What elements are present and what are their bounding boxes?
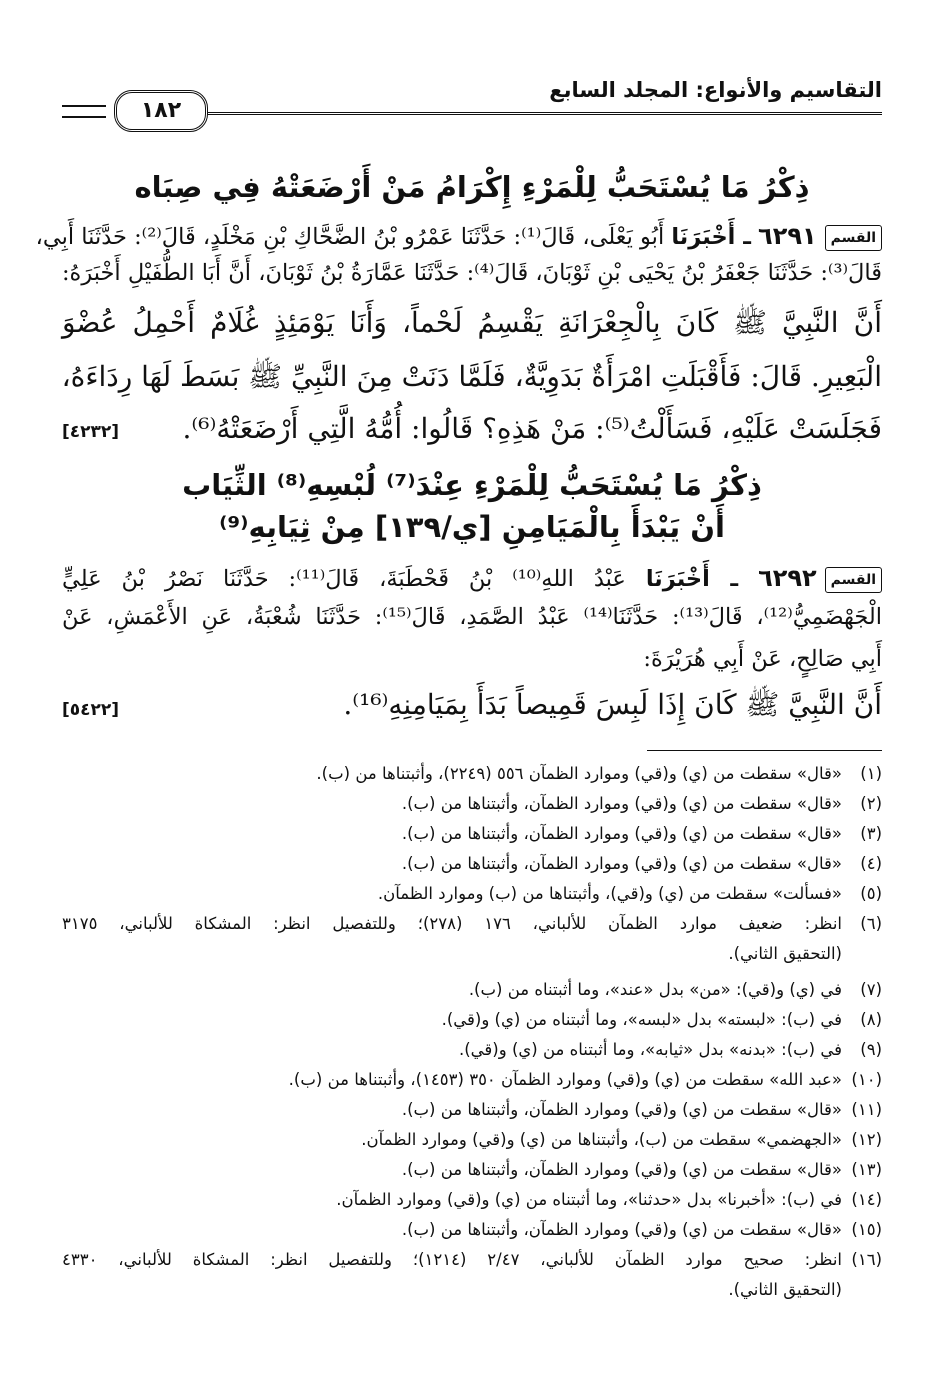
- footnote-13: [62, 1160, 882, 1179]
- footnote-text: «قال» سقطت من (ي) و(قي) وموارد الظمآن ٥٥٦ (٢٢٤٩)، وأثبتناها من (ب).: [316, 764, 842, 783]
- running-header: [62, 70, 882, 140]
- hadith-6292-matn: أَنَّ النَّبِيَّ ﷺ كَانَ إِذَا لَبِسَ قَمِيصاً بَدَأَ بِمَيَامِنِهِ⁽¹⁶⁾.: [343, 688, 882, 721]
- footnote-9: [62, 1040, 882, 1059]
- header-ornament-lines: [62, 105, 106, 118]
- footnote-text: في (ب): «لبسته» بدل «لبسه»، وما أثبتناه من (ي) و(قي).: [441, 1010, 842, 1029]
- footnote-number: (١٦): [851, 1250, 882, 1269]
- running-title: التقاسيم والأنواع: المجلد السابع: [549, 78, 882, 102]
- footnote-16-continuation: (التحقيق الثاني).: [728, 1280, 842, 1299]
- footnote-separator: [647, 750, 882, 751]
- hadith-badge: القسم: [825, 567, 882, 593]
- header-rule: [207, 112, 882, 115]
- footnote-2: [62, 794, 882, 813]
- footnote-number: (٦): [860, 914, 882, 933]
- footnote-number: (٣): [860, 824, 882, 843]
- footnote-text: انظر: صحيح موارد الظمآن للألباني، ٢/٤٧ (١٢١٤)؛ وللتفصيل انظر: المشكاة للألباني، ٤٣٣٠: [62, 1250, 842, 1269]
- chapter-heading-1: ذِكْرُ مَا يُسْتَحَبُّ لِلْمَرْءِ إِكْرَامُ مَنْ أَرْضَعَتْهُ فِي صِبَاه: [134, 170, 810, 204]
- footnote-5: [62, 884, 882, 903]
- footnote-7: [62, 980, 882, 999]
- footnote-15: [62, 1220, 882, 1239]
- cross-reference-6291: [٤٢٣٢]: [62, 422, 120, 442]
- footnote-1: [62, 764, 882, 783]
- footnote-number: (١١): [851, 1100, 882, 1119]
- footnote-number: (١٤): [851, 1190, 882, 1209]
- footnote-text: في (ب): «بدنه» بدل «ثيابه»، وما أثبتناه من (ي) و(قي).: [458, 1040, 842, 1059]
- hadith-6291-isnad-line-2: قَالَ⁽³⁾: حَدَّثَنَا جَعْفَرُ بْنُ يَحْيَى بْنِ ثَوْبَانَ، قَالَ⁽⁴⁾: حَدَّثَنَا عَمَّارَةُ بْنُ ثَوْبَانَ، أَنَّ أَبَا الطُّفَيْلِ أَخْبَرَهُ:: [61, 260, 882, 286]
- footnote-text: انظر: ضعيف موارد الظمآن للألباني، ١٧٦ (٢٧٨)؛ وللتفصيل انظر: المشكاة للألباني، ٣١٧٥: [62, 914, 842, 933]
- akhbarana-label: ـ أَخْبَرَنَا: [645, 566, 739, 592]
- hadith-number: ٦٢٩٢: [758, 564, 817, 592]
- footnote-number: (٤): [860, 854, 882, 873]
- footnote-number: (٧): [860, 980, 882, 999]
- hadith-6291-matn-line-3: فَجَلَسَتْ عَلَيْهِ، فَسَأَلْتُ⁽⁵⁾: مَنْ هَذِهِ؟ قَالُوا: أُمُّهُ الَّتِي أَرْضَعَتْهُ⁽⁶⁾.: [182, 412, 882, 445]
- footnote-number: (١٠): [851, 1070, 882, 1089]
- footnote-number: (٩): [860, 1040, 882, 1059]
- chapter-heading-2-line-1: ذِكْرُ مَا يُسْتَحَبُّ لِلْمَرْءِ عِنْدَ⁽⁷⁾ لُبْسِهِ⁽⁸⁾ الثِّيَاب: [182, 468, 762, 502]
- chapter-heading-2-line-2: أَنْ يَبْدَأَ بِالْمَيَامِنِ [ي/١٣٩] مِنْ ثِيَابِهِ⁽⁹⁾: [219, 510, 725, 544]
- isnad-text: أَبُو يَعْلَى، قَالَ⁽¹⁾: حَدَّثَنَا عَمْرُو بْنُ الضَّحَّاكِ بْنِ مَخْلَدٍ، قَالَ⁽²⁾: حَدَّثَنَا أَبِي،: [35, 224, 665, 250]
- footnote-text: «قال» سقطت من (ي) و(قي) وموارد الظمآن، وأثبتناها من (ب).: [401, 1100, 842, 1119]
- footnote-text: «الجهضمي» سقطت من (ب)، وأثبتناها من (ي) و(قي) وموارد الظمآن.: [361, 1130, 842, 1149]
- hadith-6291-matn-line-1: أَنَّ النَّبِيَّ ﷺ كَانَ بِالْجِعْرَانَةِ يَقْسِمُ لَحْماً، وَأَنَا يَوْمَئِذٍ غُلَامٌ أَحْمِلُ عُضْوَ: [62, 306, 882, 339]
- hadith-6291-isnad-line-1: [35, 222, 882, 251]
- footnote-6: [62, 914, 882, 933]
- footnote-16: [62, 1250, 882, 1269]
- footnote-number: (١): [860, 764, 882, 783]
- footnote-number: (٢): [860, 794, 882, 813]
- footnote-6-continuation: (التحقيق الثاني).: [728, 944, 842, 963]
- footnote-text: «عبد الله» سقطت من (ي) و(قي) وموارد الظمآن ٣٥٠ (١٤٥٣)، وأثبتناها من (ب).: [288, 1070, 842, 1089]
- footnote-10: [62, 1070, 882, 1089]
- footnote-8: [62, 1010, 882, 1029]
- footnote-text: في (ب): «أخبرنا» بدل «حدثنا»، وما أثبتناه من (ي) و(قي) وموارد الظمآن.: [336, 1190, 842, 1209]
- hadith-6291-matn-line-2: الْبَعِيرِ. قَالَ: فَأَقْبَلَتِ امْرَأَةٌ بَدَوِيَّةٌ، فَلَمَّا دَنَتْ مِنَ النَّبِيِّ ﷺ بَسَطَ لَهَا رِدَاءَهُ،: [61, 360, 882, 393]
- footnote-14: [62, 1190, 882, 1209]
- hadith-6292-isnad-line-2: الْجَهْضَمِيُّ⁽¹²⁾، قَالَ⁽¹³⁾: حَدَّثَنَا⁽¹⁴⁾ عَبْدُ الصَّمَدِ، قَالَ⁽¹⁵⁾: حَدَّثَنَا شُعْبَةُ، عَنِ الأَعْمَشِ، عَنْ: [62, 604, 882, 630]
- footnote-number: (١٣): [851, 1160, 882, 1179]
- footnote-number: (٨): [860, 1010, 882, 1029]
- footnote-text: «قال» سقطت من (ي) و(قي) وموارد الظمآن، وأثبتناها من (ب).: [401, 854, 842, 873]
- hadith-6292-isnad-line-3: أَبِي صَالِحٍ، عَنْ أَبِي هُرَيْرَةَ:: [643, 646, 882, 672]
- footnote-text: «قال» سقطت من (ي) و(قي) وموارد الظمآن، وأثبتناها من (ب).: [401, 1220, 842, 1239]
- footnote-4: [62, 854, 882, 873]
- hadith-number: ٦٢٩١: [758, 222, 817, 250]
- footnote-number: (١٥): [851, 1220, 882, 1239]
- footnote-text: «قال» سقطت من (ي) و(قي) وموارد الظمآن، وأثبتناها من (ب).: [401, 1160, 842, 1179]
- cross-reference-6292: [٥٤٢٢]: [62, 700, 120, 720]
- footnote-3: [62, 824, 882, 843]
- footnote-text: «قال» سقطت من (ي) و(قي) وموارد الظمآن، وأثبتناها من (ب).: [401, 824, 842, 843]
- footnote-text: «قال» سقطت من (ي) و(قي) وموارد الظمآن، وأثبتناها من (ب).: [401, 794, 842, 813]
- isnad-text: عَبْدُ اللهِ⁽¹⁰⁾ بْنُ قَحْطَبَةَ، قَالَ⁽¹¹⁾: حَدَّثَنَا نَصْرُ بْنُ عَلِيٍّ: [62, 566, 626, 592]
- hadith-badge: القسم: [825, 225, 882, 251]
- footnote-12: [62, 1130, 882, 1149]
- footnote-text: «فسألت» سقطت من (ي) و(قي)، وأثبتناها من (ب) وموارد الظمآن.: [377, 884, 842, 903]
- page: [35, 70, 882, 1370]
- footnote-text: في (ي) و(قي): «من» بدل «عند»، وما أثبتناه من (ب).: [468, 980, 842, 999]
- footnote-11: [62, 1100, 882, 1119]
- footnote-number: (٥): [860, 884, 882, 903]
- page-number: ١٨٢: [114, 90, 208, 132]
- footnote-number: (١٢): [851, 1130, 882, 1149]
- hadith-6292-isnad-line-1: [62, 564, 882, 593]
- akhbarana-label: ـ أَخْبَرَنَا: [671, 224, 751, 250]
